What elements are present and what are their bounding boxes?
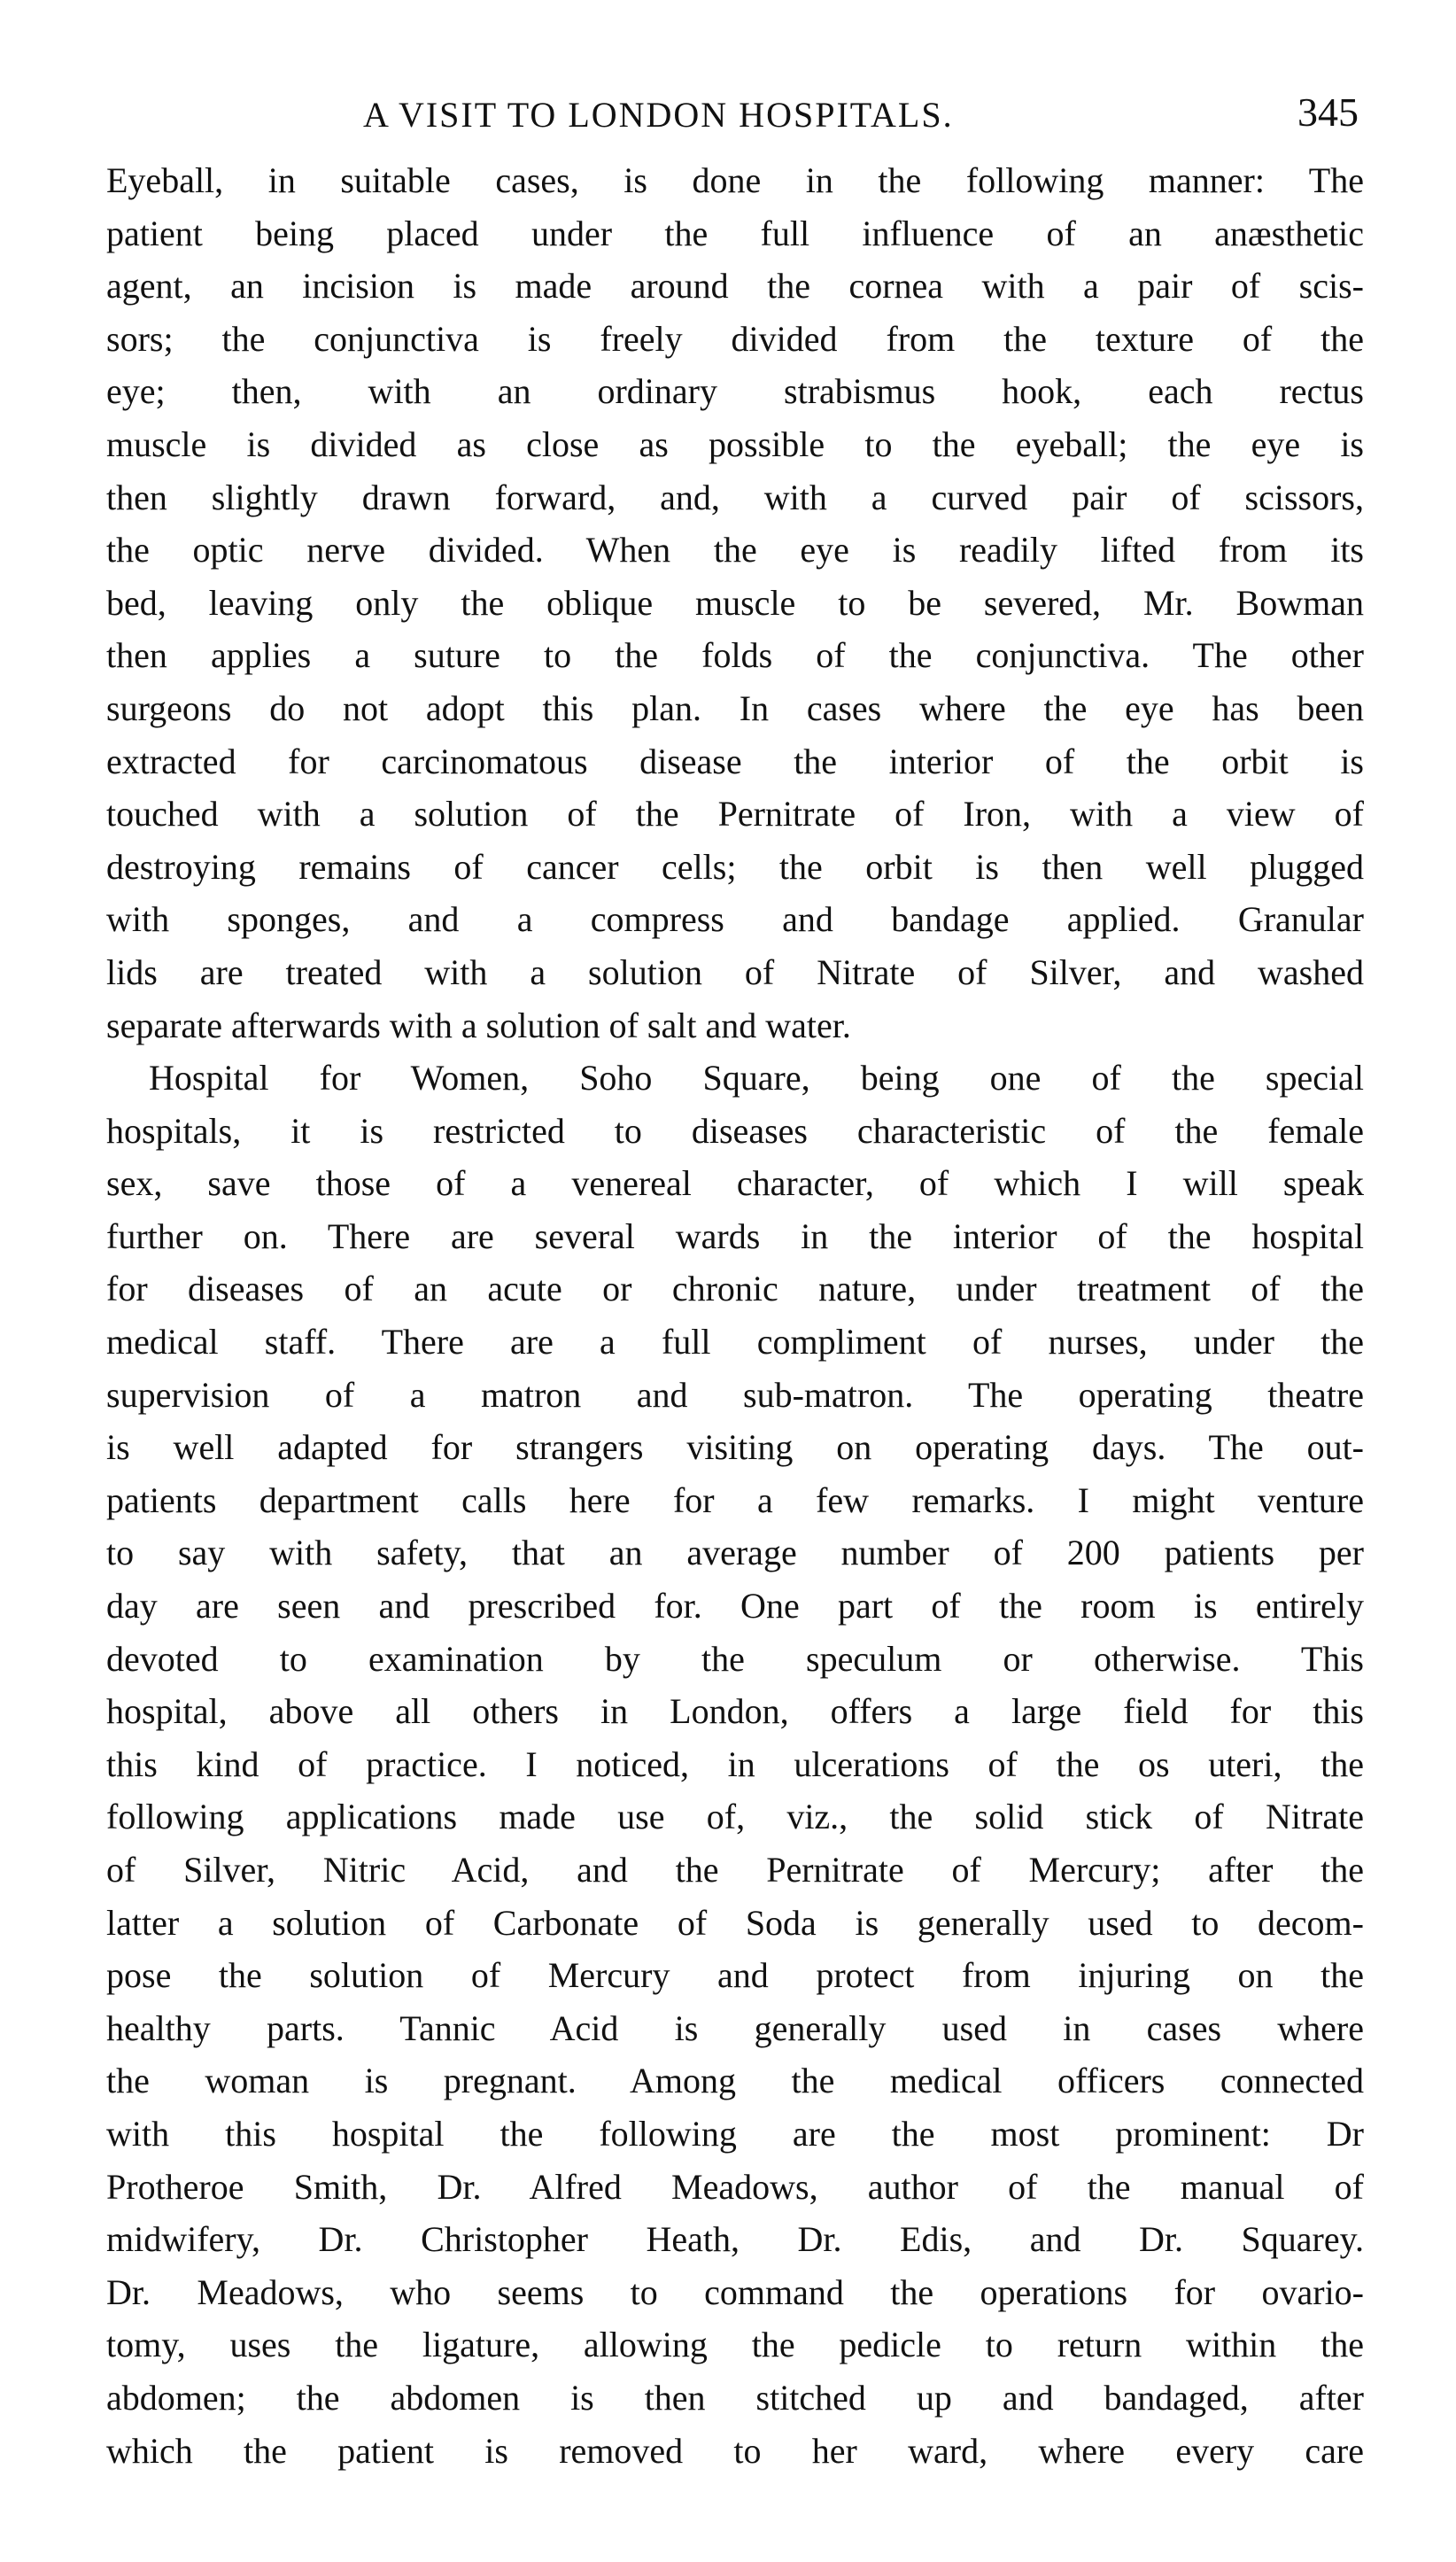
- text-line: supervision of a matron and sub-matron. The operating theatre: [106, 1374, 1364, 1415]
- text-line: then applies a suture to the folds of the conjunctiva. The other: [106, 635, 1364, 676]
- text-line: further on. There are several wards in the interior of the hospital: [106, 1215, 1364, 1256]
- text-line: with sponges, and a compress and bandage applied. Granular: [106, 899, 1364, 940]
- text-line: surgeons do not adopt this plan. In cases where the eye has been: [106, 687, 1364, 728]
- text-line: muscle is divided as close as possible to the eyeball; the eye is: [106, 423, 1364, 464]
- text-line: to say with safety, that an average number of 200 patients per: [106, 1533, 1364, 1573]
- text-line: the woman is pregnant. Among the medical officers connected: [106, 2061, 1364, 2101]
- text-line: hospital, above all others in London, offers a large field for this: [106, 1691, 1364, 1732]
- text-line: Protheroe Smith, Dr. Alfred Meadows, author of the manual of: [106, 2166, 1364, 2207]
- running-head: [106, 85, 1364, 154]
- text-line: touched with a solution of the Pernitrate of Iron, with a view of: [106, 794, 1364, 835]
- text-line: destroying remains of cancer cells; the orbit is then well plugged: [106, 846, 1364, 887]
- text-line: for diseases of an acute or chronic nature, under treatment of the: [106, 1269, 1364, 1309]
- text-line: Dr. Meadows, who seems to command the operations for ovario-: [106, 2271, 1364, 2312]
- paragraph-last-line: separate afterwards with a solution of salt and water.: [106, 1005, 851, 1045]
- text-line: then slightly drawn forward, and, with a curved pair of scissors,: [106, 477, 1364, 517]
- text-line: eye; then, with an ordinary strabismus hook, each rectus: [106, 371, 1364, 412]
- text-line: medical staff. There are a full compliment of nurses, under the: [106, 1322, 1364, 1363]
- text-line: extracted for carcinomatous disease the interior of the orbit is: [106, 741, 1364, 781]
- text-line: bed, leaving only the oblique muscle to be severed, Mr. Bowman: [106, 582, 1364, 623]
- text-line: hospitals, it is restricted to diseases characteristic of the female: [106, 1110, 1364, 1151]
- text-line: devoted to examination by the speculum or otherwise. This: [106, 1638, 1364, 1679]
- text-line: healthy parts. Tannic Acid is generally used in cases where: [106, 2007, 1364, 2048]
- text-line: is well adapted for strangers visiting on operating days. The out-: [106, 1427, 1364, 1468]
- paragraph-first-line: Hospital for Women, Soho Square, being one of the special: [149, 1058, 1364, 1099]
- text-line: lids are treated with a solution of Nitrate of Silver, and washed: [106, 951, 1364, 992]
- text-line: midwifery, Dr. Christopher Heath, Dr. Edis, and Dr. Squarey.: [106, 2219, 1364, 2260]
- text-line: agent, an incision is made around the cornea with a pair of scis-: [106, 266, 1364, 307]
- text-line: patients department calls here for a few remarks. I might venture: [106, 1479, 1364, 1520]
- body-text: [106, 154, 1364, 2477]
- text-line: of Silver, Nitric Acid, and the Pernitrate of Mercury; after the: [106, 1850, 1364, 1890]
- text-line: day are seen and prescribed for. One part of the room is entirely: [106, 1586, 1364, 1626]
- running-title: A VISIT TO LONDON HOSPITALS.: [363, 95, 954, 135]
- text-line: patient being placed under the full influence of an anæsthetic: [106, 213, 1364, 253]
- text-line: following applications made use of, viz., the solid stick of Nitrate: [106, 1797, 1364, 1837]
- text-line: latter a solution of Carbonate of Soda is generally used to decom-: [106, 1902, 1364, 1943]
- text-line: sors; the conjunctiva is freely divided from the texture of the: [106, 318, 1364, 359]
- text-line: abdomen; the abdomen is then stitched up and bandaged, after: [106, 2377, 1364, 2418]
- text-line: which the patient is removed to her ward, where every care: [106, 2430, 1364, 2471]
- text-line: the optic nerve divided. When the eye is readily lifted from its: [106, 530, 1364, 571]
- text-line: Eyeball, in suitable cases, is done in the following manner: The: [106, 160, 1364, 200]
- text-line: sex, save those of a venereal character, of which I will speak: [106, 1163, 1364, 1204]
- text-line: this kind of practice. I noticed, in ulcerations of the os uteri, the: [106, 1743, 1364, 1784]
- text-line: with this hospital the following are the most prominent: Dr: [106, 2113, 1364, 2154]
- book-page: [106, 85, 1364, 2477]
- text-line: pose the solution of Mercury and protect from injuring on the: [106, 1955, 1364, 1996]
- page-number: 345: [1297, 89, 1359, 135]
- text-line: tomy, uses the ligature, allowing the pedicle to return within the: [106, 2325, 1364, 2365]
